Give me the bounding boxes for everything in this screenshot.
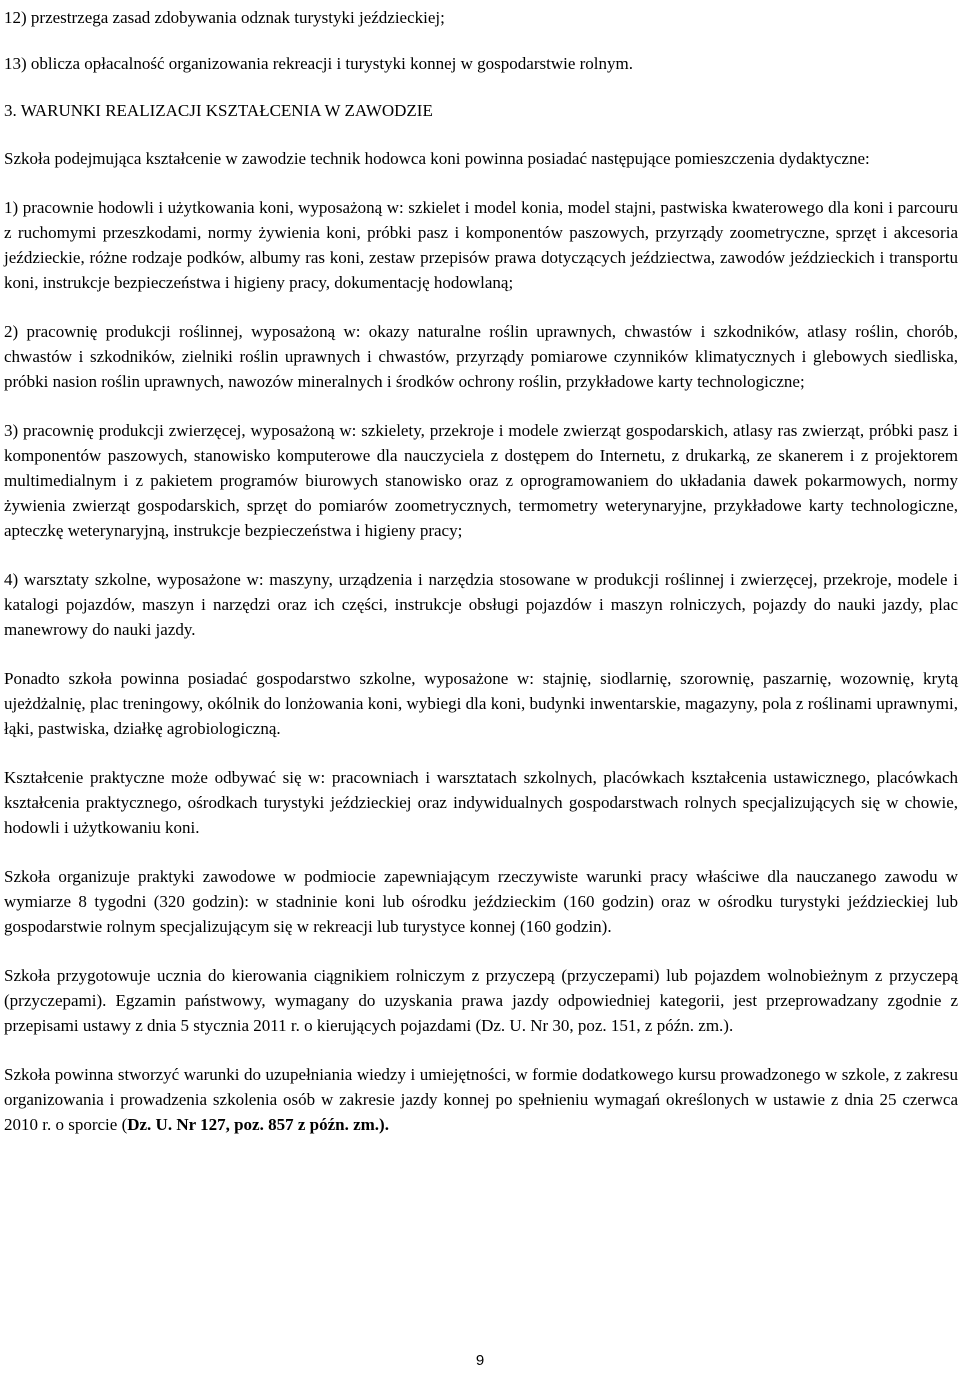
paragraph-ponadto: Ponadto szkoła powinna posiadać gospodarstwo szkolne, wyposażone w: stajnię, siodlarnię, szorownię, paszarnię, wozownię, krytą ujeżdżalnię, plac treningowy, okólnik do lonżowania koni, wybiegi dla koni, budynki inwentarskie, magazyny, pola z roślinami uprawnymi, łąki, pastwiska, działkę agrobiologiczną. xyxy=(4,669,958,738)
room-item-2: 2) pracownię produkcji roślinnej, wyposażoną w: okazy naturalne roślin uprawnych, chwastów i szkodników, atlasy roślin, chorób, chwastów i szkodników, zielniki roślin uprawnych i chwastów, przyrządy pomiarowe czynników klimatycznych i glebowych siedliska, próbki nasion roślin uprawnych, nawozów mineralnych i środków ochrony roślin, przykładowe karty technologiczne; xyxy=(4,322,958,391)
paragraph-kurs xyxy=(4,1062,958,1137)
paragraph-ciagnik: Szkoła przygotowuje ucznia do kierowania ciągnikiem rolniczym z przyczepą (przyczepami) lub pojazdem wolnobieżnym z przyczepą (przyczepami). Egzamin państwowy, wymagany do uzyskania prawa jazdy odpowiedniej kategorii, jest przeprowadzany zgodnie z przepisami ustawy z dnia 5 stycznia 2011 r. o kierujących pojazdami (Dz. U. Nr 30, poz. 151, z późn. zm.). xyxy=(4,966,958,1035)
page-number: 9 xyxy=(475,1352,485,1369)
item-13: 13) oblicza opłacalność organizowania rekreacji i turystyki konnej w gospodarstwie rolnym. xyxy=(4,54,633,73)
room-item-1: 1) pracownie hodowli i użytkowania koni, wyposażoną w: szkielet i model konia, model stajni, pastwiska kwaterowego dla koni i parcouru z ruchomymi przeszkodami, normy żywienia koni, próbki pasz i komponentów paszowych, przyrządy zoometryczne, sprzęt i akcesoria jeździeckie, różne rodzaje podków, albumy ras koni, zestaw przepisów prawa dotyczących jeździectwa, zawodów jeździeckich i transportu koni, instrukcje bezpieczeństwa i higieny pracy, dokumentację hodowlaną; xyxy=(4,198,958,292)
paragraph-ksztalcenie-praktyczne: Kształcenie praktyczne może odbywać się w: pracowniach i warsztatach szkolnych, placówkach kształcenia ustawicznego, placówkach kształcenia praktycznego, ośrodkach turystyki jeździeckiej oraz indywidualnych gospodarstwach rolnych specjalizujących się w chowie, hodowli i użytkowaniu koni. xyxy=(4,768,958,837)
item-12: 12) przestrzega zasad zdobywania odznak turystyki jeździeckiej; xyxy=(4,8,445,27)
paragraph-kurs-citation: Dz. U. Nr 127, poz. 857 z późn. zm.). xyxy=(127,1115,389,1134)
document-page xyxy=(4,0,958,1137)
room-item-4: 4) warsztaty szkolne, wyposażone w: maszyny, urządzenia i narzędzia stosowane w produkcji roślinnej i zwierzęcej, przekroje, modele i katalogi pojazdów, maszyn i narzędzi oraz ich części, instrukcje obsługi pojazdów i maszyn rolniczych, pojazdy do nauki jazdy, plac manewrowy do nauki jazdy. xyxy=(4,570,958,639)
section-heading: 3. WARUNKI REALIZACJI KSZTAŁCENIA W ZAWODZIE xyxy=(4,101,433,120)
room-item-3: 3) pracownię produkcji zwierzęcej, wyposażoną w: szkielety, przekroje i modele zwierząt gospodarskich, atlasy ras zwierząt, próbki pasz i komponentów paszowych, stanowisko komputerowe dla nauczyciela z dostępem do Internetu, z drukarką, ze skanerem i z projektorem multimedialnym i z pakietem programów biurowych stanowisko oraz z oprogramowaniem do układania dawek pokarmowych, normy żywienia zwierząt gospodarskich, sprzęt do pomiarów zoometrycznych, termometry weterynaryjne, przykładowe karty technologiczne, apteczkę weterynaryjną, instrukcje bezpieczeństwa i higieny pracy; xyxy=(4,421,958,540)
section-intro: Szkoła podejmująca kształcenie w zawodzie technik hodowca koni powinna posiadać następujące pomieszczenia dydaktyczne: xyxy=(4,149,870,168)
paragraph-kurs-text: Szkoła powinna stworzyć warunki do uzupełniania wiedzy i umiejętności, w formie dodatkowego kursu prowadzonego w szkole, z zakresu organizowania i prowadzenia szkolenia osób w zakresie jazdy konnej po spełnieniu wymagań określonych w ustawie z dnia 25 czerwca 2010 r. o sporcie ( xyxy=(4,1065,958,1134)
paragraph-praktyki-zawodowe: Szkoła organizuje praktyki zawodowe w podmiocie zapewniającym rzeczywiste warunki pracy właściwe dla nauczanego zawodu w wymiarze 8 tygodni (320 godzin): w stadninie koni lub ośrodku jeździeckim (160 godzin) oraz w ośrodku turystyki jeździeckiej lub gospodarstwie rolnym specjalizującym się w rekreacji lub turystyce konnej (160 godzin). xyxy=(4,867,958,936)
